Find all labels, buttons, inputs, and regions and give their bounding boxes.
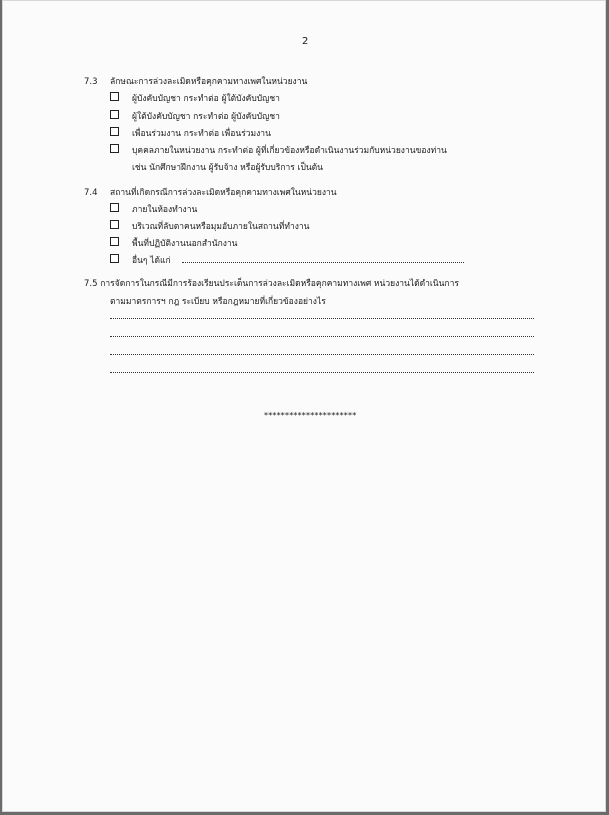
answer-line-2[interactable] (110, 336, 534, 337)
section-7-4-number: 7.4 (84, 188, 98, 198)
section-7-5-heading (84, 276, 459, 290)
option-label: เพื่อนร่วมงาน กระทำต่อ เพื่อนร่วมงาน (132, 129, 271, 139)
checkbox[interactable] (110, 92, 119, 101)
section-7-3-option-4-continuation: เช่น นักศึกษาฝึกงาน ผู้รับจ้าง หรือผู้รับบริการ เป็นต้น (132, 163, 323, 173)
other-fill-in-line[interactable] (182, 262, 464, 263)
answer-line-1[interactable] (110, 318, 534, 319)
checkbox[interactable] (110, 203, 119, 212)
checkbox[interactable] (110, 254, 119, 263)
option-label: บุคคลภายในหน่วยงาน กระทำต่อ ผู้ที่เกี่ยวข้องหรือดำเนินงานร่วมกับหน่วยงานของท่าน (132, 146, 447, 156)
section-7-5-title: การจัดการในกรณีมีการร้องเรียนประเด็นการล่วงละเมิดหรือคุกคามทางเพศ หน่วยงานได้ดำเนินการ (100, 279, 459, 289)
option-label: ผู้บังคับบัญชา กระทำต่อ ผู้ใต้บังคับบัญชา (132, 94, 280, 104)
checkbox[interactable] (110, 237, 119, 246)
option-label: อื่นๆ ได้แก่ (132, 256, 171, 266)
page-number: 2 (302, 36, 309, 47)
checkbox[interactable] (110, 220, 119, 229)
end-marker: ********************** (264, 411, 357, 420)
answer-line-3[interactable] (110, 354, 534, 355)
section-7-4-title: สถานที่เกิดกรณีการล่วงละเมิดหรือคุกคามทางเพศในหน่วยงาน (110, 188, 337, 198)
checkbox[interactable] (110, 127, 119, 136)
answer-line-4[interactable] (110, 372, 534, 373)
section-7-5-number: 7.5 (84, 279, 98, 289)
section-7-3-heading (84, 74, 307, 88)
checkbox[interactable] (110, 144, 119, 153)
document-page (2, 0, 606, 812)
section-7-3-number: 7.3 (84, 77, 98, 87)
option-label: พื้นที่ปฏิบัติงานนอกสำนักงาน (132, 239, 238, 249)
option-label: ภายในห้องทำงาน (132, 205, 198, 215)
option-label: ผู้ใต้บังคับบัญชา กระทำต่อ ผู้บังคับบัญชา (132, 112, 280, 122)
section-7-5-title-continuation: ตามมาตรการฯ กฎ ระเบียบ หรือกฎหมายที่เกี่ยวข้องอย่างไร (110, 297, 326, 307)
section-7-4-heading (84, 185, 337, 199)
checkbox[interactable] (110, 110, 119, 119)
section-7-3-title: ลักษณะการล่วงละเมิดหรือคุกคามทางเพศในหน่วยงาน (110, 77, 308, 87)
option-label: บริเวณที่ลับตาคนหรือมุมอับภายในสถานที่ทำงาน (132, 222, 310, 232)
